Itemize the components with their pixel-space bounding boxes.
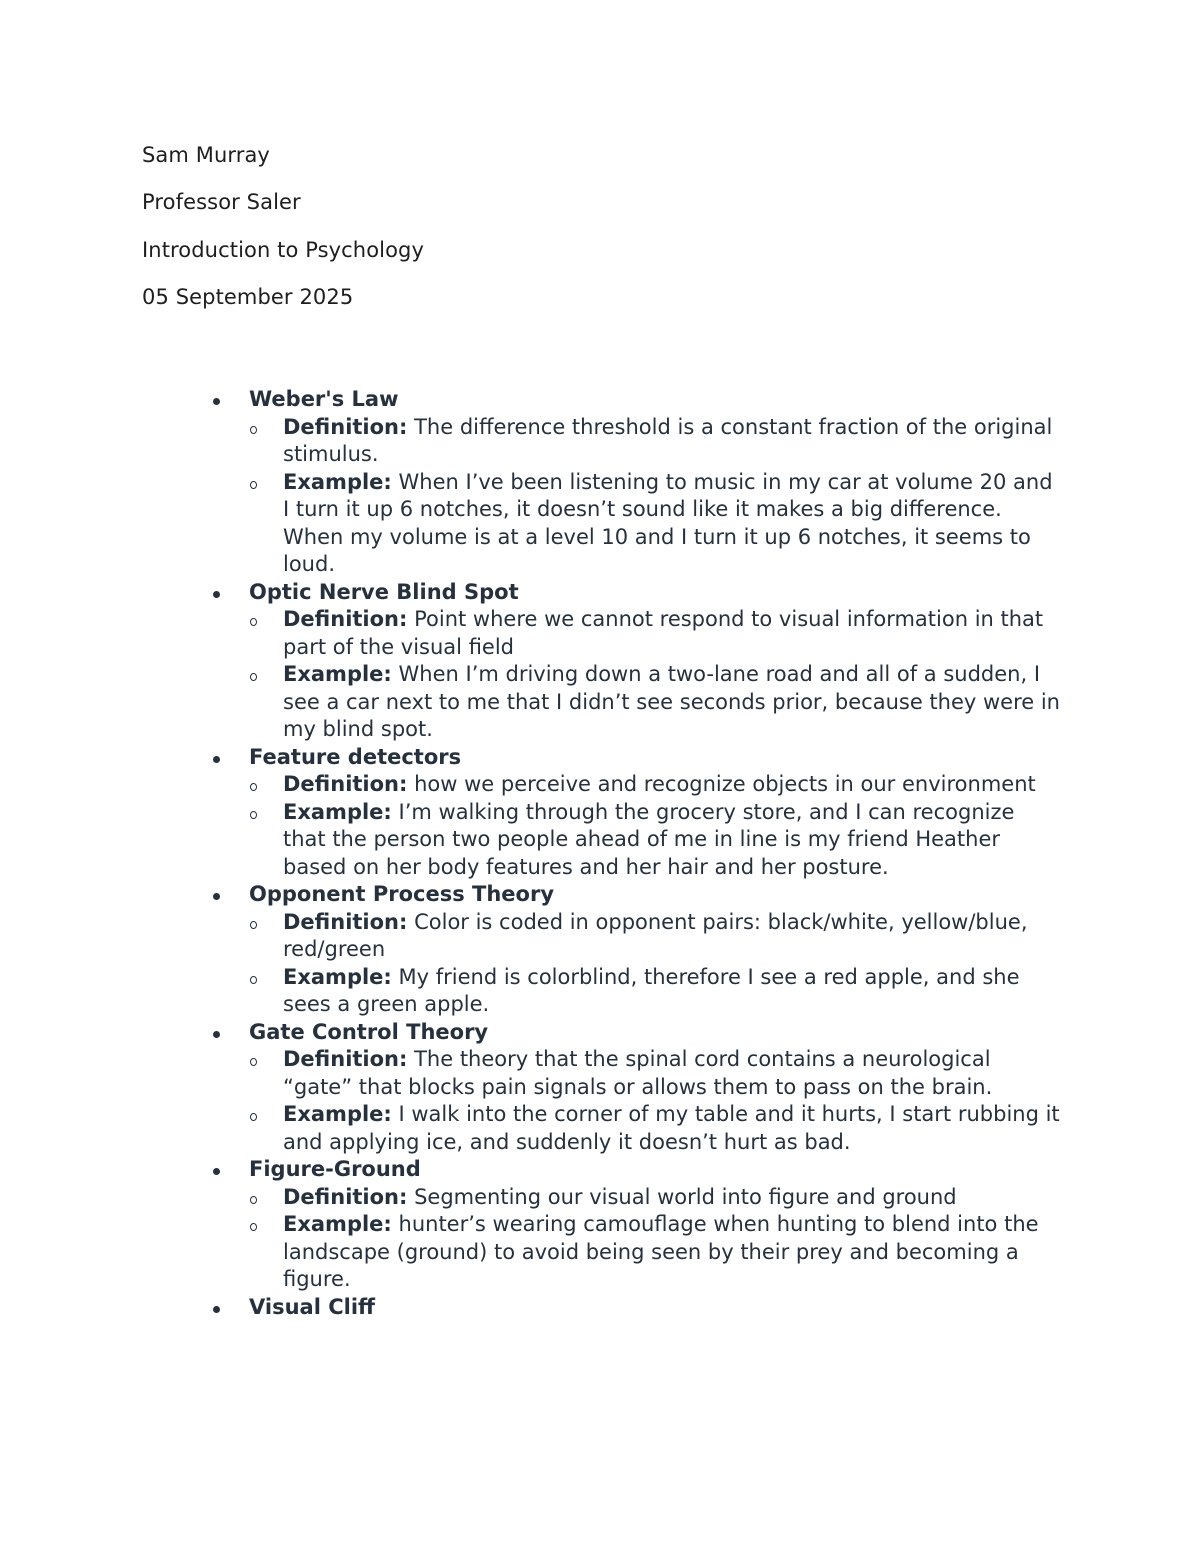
example-label: Example:	[283, 799, 392, 824]
definition-item	[283, 606, 1063, 661]
example-item	[283, 469, 1063, 579]
example-text: My friend is colorblind, therefore I see a red apple, and she sees a green apple.	[283, 964, 1020, 1016]
topic-item	[0, 1294, 1200, 1322]
bullet-icon	[213, 756, 220, 763]
bullet-icon	[213, 1168, 220, 1175]
bullet-icon	[213, 591, 220, 598]
example-item	[283, 964, 1063, 1019]
definition-label: Definition:	[283, 607, 408, 631]
definition-text: Segmenting our visual world into figure and ground	[414, 1184, 957, 1209]
example-label: Example:	[283, 964, 392, 989]
hollow-bullet-icon	[250, 921, 257, 929]
definition-label: Definition:	[283, 1047, 408, 1071]
definition-label: Definition:	[283, 772, 408, 796]
hollow-bullet-icon	[250, 1223, 257, 1231]
document-date: 05 September 2025	[142, 285, 354, 309]
definition-item	[283, 414, 1063, 469]
topic-title: Weber's Law	[249, 387, 399, 411]
hollow-bullet-icon	[250, 426, 257, 434]
example-item	[283, 799, 1063, 882]
topic-title: Figure-Ground	[249, 1157, 421, 1181]
topic-item	[0, 579, 1200, 744]
definition-text: The difference threshold is a constant fraction of the original stimulus.	[283, 414, 1053, 466]
hollow-bullet-icon	[250, 811, 257, 819]
example-text: I walk into the corner of my table and it hurts, I start rubbing it and applying ice, and suddenly it doesn’t hurt as bad.	[283, 1102, 1060, 1154]
definition-text: how we perceive and recognize objects in our environment	[414, 772, 1036, 796]
example-text: When I’ve been listening to music in my car at volume 20 and I turn it up 6 notches, it doesn’t sound like it makes a big difference. When my volume is at a level 10 and I turn it up 6 notches, it seems to loud.	[283, 469, 1053, 576]
topic-list	[0, 386, 1200, 1321]
hollow-bullet-icon	[250, 673, 257, 681]
definition-text: Color is coded in opponent pairs: black/white, yellow/blue, red/green	[283, 909, 1028, 961]
example-text: When I’m driving down a two-lane road and all of a sudden, I see a car next to me that I didn’t see seconds prior, because they were in my blind spot.	[283, 662, 1060, 741]
hollow-bullet-icon	[250, 976, 257, 984]
topic-item	[0, 881, 1200, 1019]
bullet-icon	[213, 1031, 220, 1038]
topic-item	[0, 1019, 1200, 1157]
example-label: Example:	[283, 1102, 392, 1126]
bullet-icon	[213, 1306, 220, 1313]
definition-item	[283, 1184, 1063, 1212]
definition-item	[283, 771, 1063, 799]
topic-title: Opponent Process Theory	[249, 882, 555, 906]
course-name: Introduction to Psychology	[142, 238, 425, 262]
example-label: Example:	[283, 1212, 392, 1236]
example-label: Example:	[283, 662, 392, 686]
definition-item	[283, 909, 1063, 964]
example-text: hunter’s wearing camouflage when hunting to blend into the landscape (ground) to avoid being seen by their prey and becoming a figure.	[283, 1212, 1039, 1291]
bullet-icon	[213, 398, 220, 405]
example-label: Example:	[283, 469, 392, 494]
example-item	[283, 1101, 1063, 1156]
topic-item	[0, 386, 1200, 579]
hollow-bullet-icon	[250, 1058, 257, 1066]
professor-name: Professor Saler	[142, 190, 301, 214]
example-item	[283, 661, 1063, 744]
hollow-bullet-icon	[250, 1196, 257, 1204]
hollow-bullet-icon	[250, 783, 257, 791]
bullet-icon	[213, 893, 220, 900]
example-text: I’m walking through the grocery store, and I can recognize that the person two people ahead of me in line is my friend Heather based on her body features and her hair and her posture.	[283, 799, 1015, 879]
definition-label: Definition:	[283, 414, 408, 439]
hollow-bullet-icon	[250, 1113, 257, 1121]
topic-item	[0, 744, 1200, 882]
definition-label: Definition:	[283, 909, 408, 934]
topic-title: Optic Nerve Blind Spot	[249, 579, 519, 604]
definition-text: The theory that the spinal cord contains a neurological “gate” that blocks pain signals or allows them to pass on the brain.	[283, 1047, 993, 1099]
hollow-bullet-icon	[250, 618, 257, 626]
definition-label: Definition:	[283, 1184, 408, 1209]
topic-title: Visual Cliff	[249, 1294, 376, 1319]
definition-text: Point where we cannot respond to visual information in that part of the visual field	[283, 607, 1044, 659]
topic-title: Gate Control Theory	[249, 1019, 489, 1044]
definition-item	[283, 1046, 1063, 1101]
topic-item	[0, 1156, 1200, 1294]
hollow-bullet-icon	[250, 481, 257, 489]
author-name: Sam Murray	[142, 143, 270, 167]
topic-title: Feature detectors	[249, 744, 462, 769]
example-item	[283, 1211, 1063, 1294]
